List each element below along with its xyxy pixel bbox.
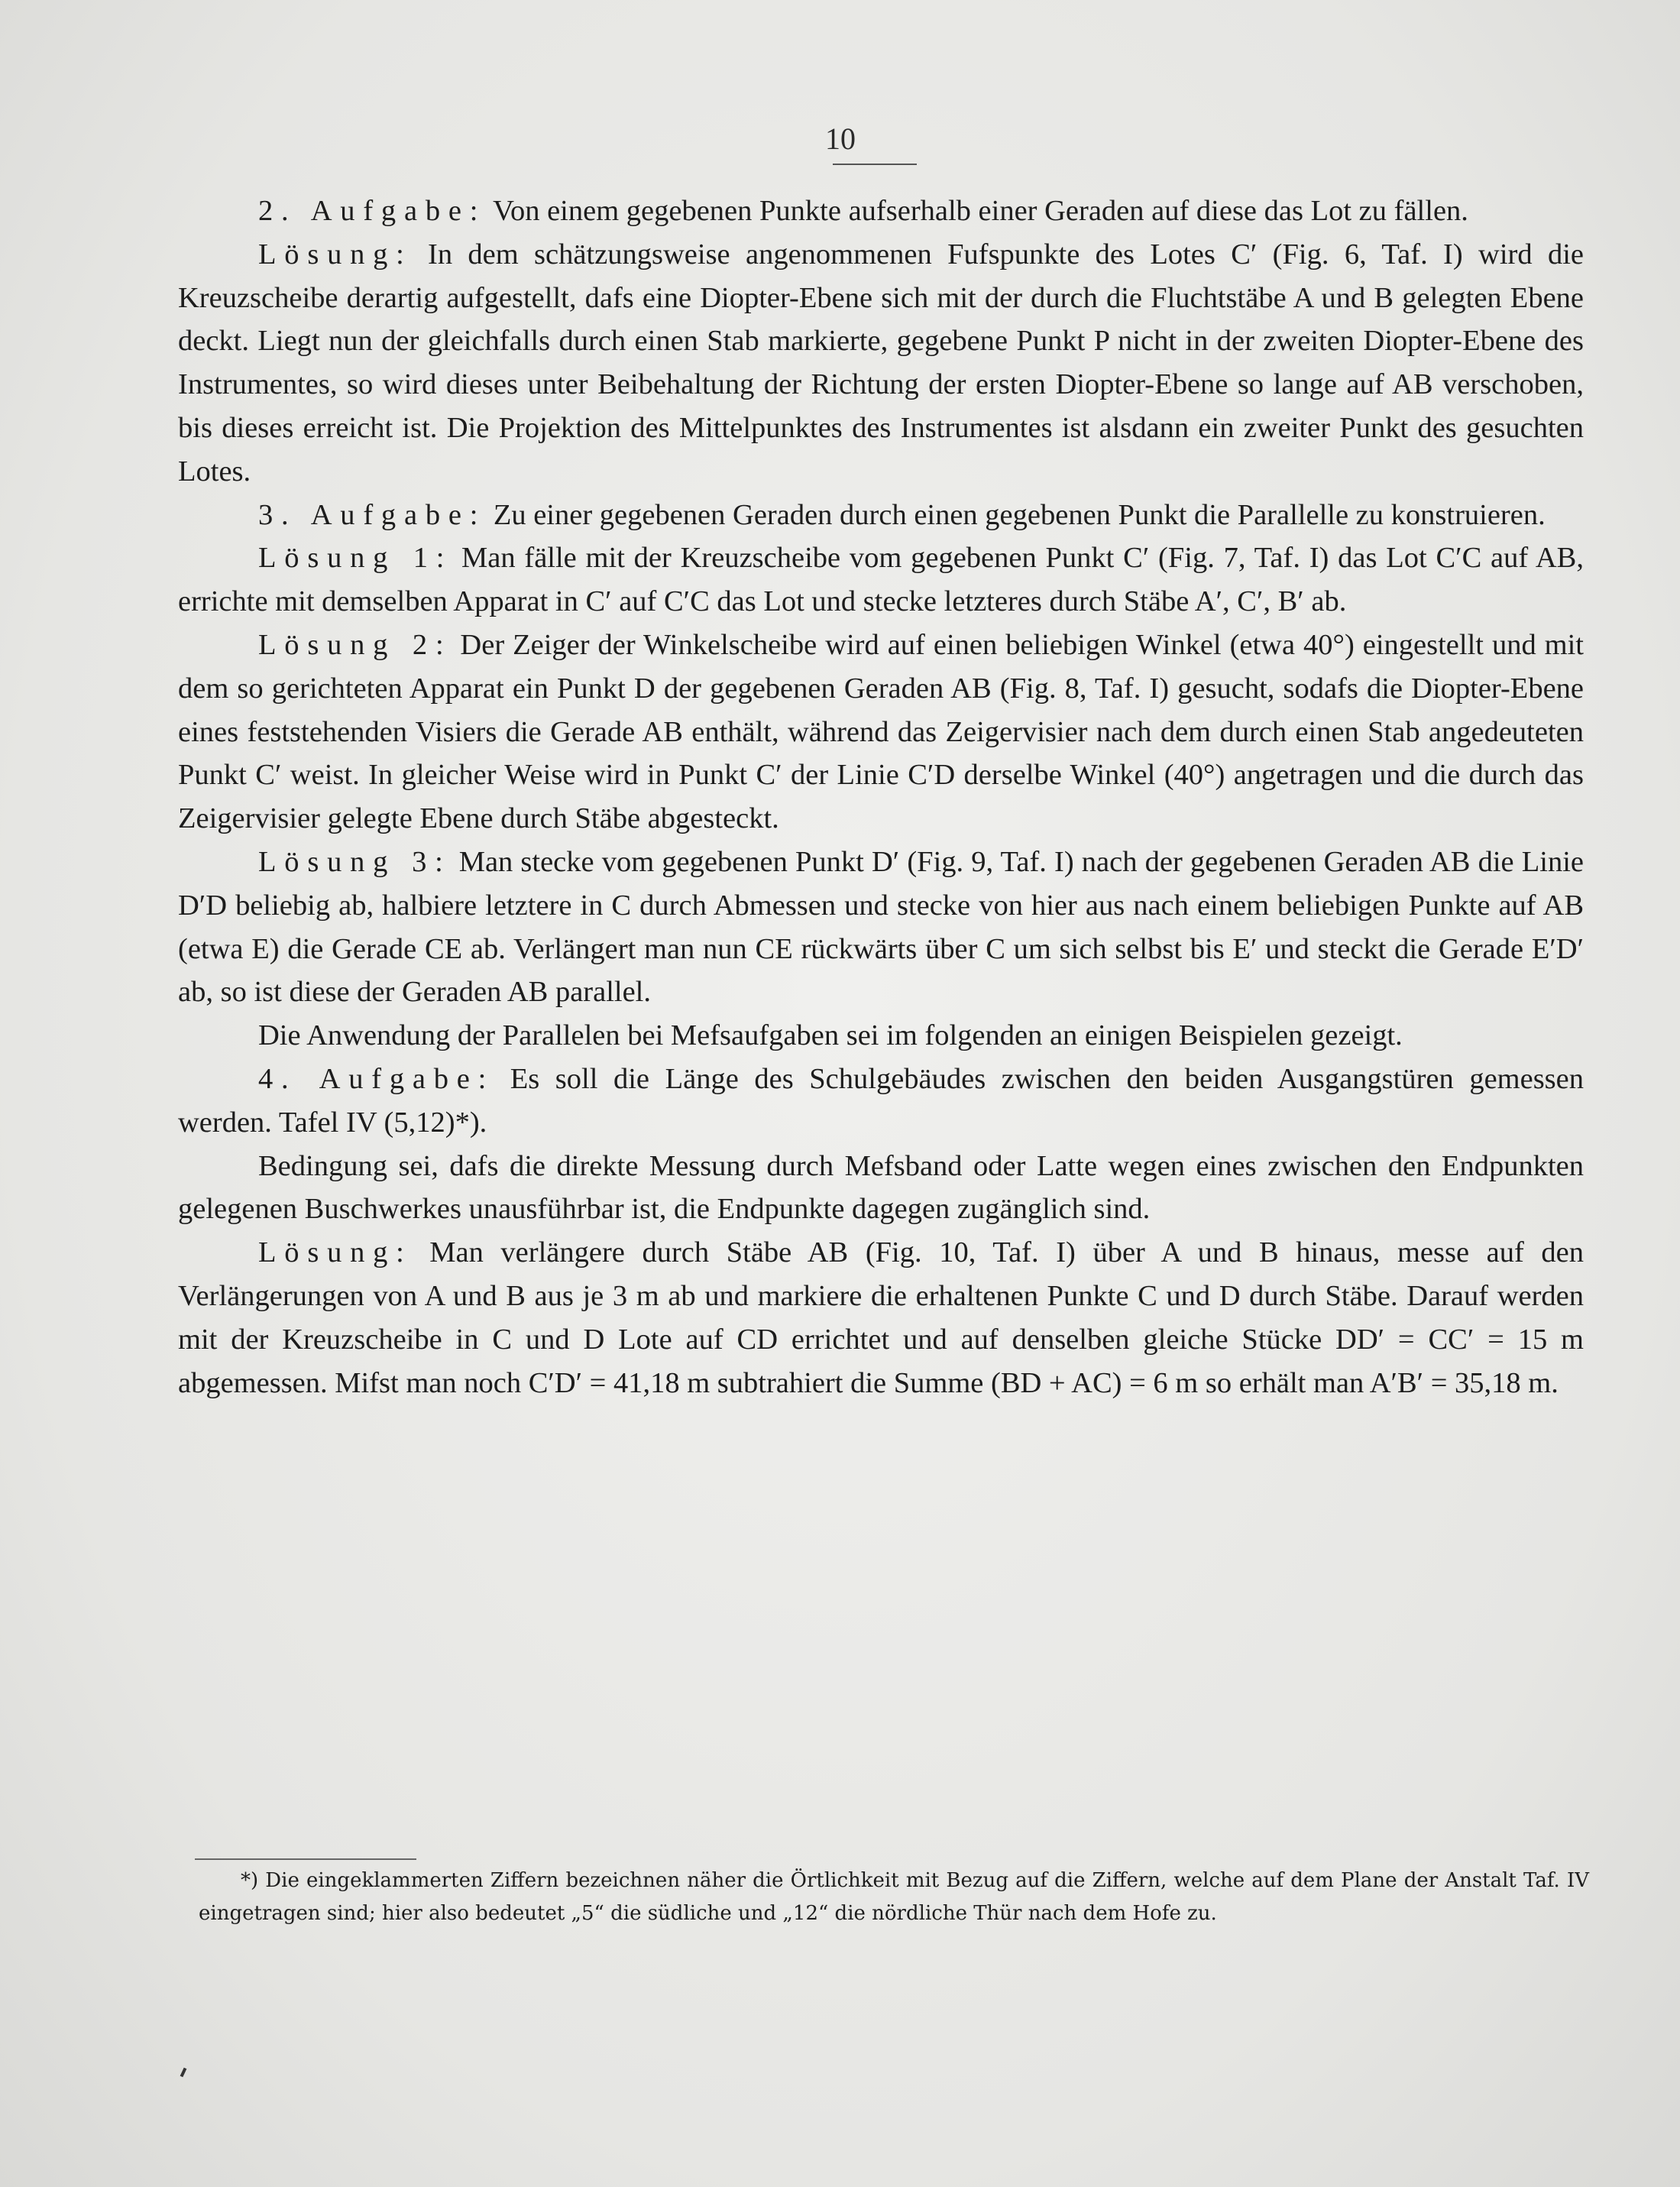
paragraph-label: 3. Aufgabe: bbox=[258, 498, 487, 531]
paragraph-aufgabe-4 bbox=[178, 1058, 1584, 1145]
paragraph-loesung-3 bbox=[178, 841, 1584, 1014]
paragraph-text: Zu einer gegebenen Geraden durch einen gegebenen Punkt die Parallelle zu konstruieren. bbox=[486, 498, 1546, 531]
paragraph-label: 2. Aufgabe: bbox=[258, 195, 487, 227]
paragraph-label: Lösung 1: bbox=[258, 542, 453, 575]
page-number: 10 bbox=[825, 122, 856, 156]
paragraph-loesung-1 bbox=[178, 536, 1584, 624]
paragraph-aufgabe-3 bbox=[178, 494, 1584, 537]
footnote: *) Die eingeklammerten Ziffern bezeichnen näher die Örtlichkeit mit Bezug auf die Ziffern, welche auf dem Plane der Anstalt Taf. IV eingetragen sind; hier also bedeutet „5“ die südliche und „12“ die nördliche Thür nach dem Hofe zu. bbox=[199, 1869, 1589, 1925]
paragraph-text: Der Zeiger der Winkelscheibe wird auf einen beliebigen Winkel (etwa 40°) eingestellt und mit dem so gerichteten Apparat ein Punkt D der gegebenen Geraden AB (Fig. 8, Taf. I) gesucht, sodafs die Diopter-Ebene eines feststehenden Visiers die Gerade AB enthält, während das Zeigervisier nach dem durch einen Stab angedeuteten Punkt C′ weist. In gleicher Weise wird in Punkt C′ der Linie C′D derselbe Winkel (40°) angetragen und die durch das Zeigervisier gelegte Ebene durch Stäbe abgesteckt. bbox=[178, 628, 1585, 835]
paragraph-label: 4. Aufgabe: bbox=[258, 1062, 495, 1095]
paragraph-text: Man verlängere durch Stäbe AB (Fig. 10, Taf. I) über A und B hinaus, messe auf den Verlängerungen von A und B aus je 3 m ab und markiere die erhaltenen Punkte C und D durch Stäbe. Darauf werden mit der Kreuzscheibe in C und D Lote auf CD errichtet und auf denselben gleiche Stücke DD′ = CC′ = 15 m abgemessen. Mifst man noch C′D′ = 41,18 m subtrahiert die Summe (BD + AC) = 6 m so erhält man A′B′ = 35,18 m. bbox=[178, 1236, 1584, 1399]
page-number-rule bbox=[833, 164, 917, 165]
paragraph-label: Lösung 2: bbox=[258, 628, 452, 661]
paragraph-text: Die Anwendung der Parallelen bei Mefsaufgaben sei im folgenden an einigen Beispielen gezeigt. bbox=[258, 1019, 1403, 1052]
ink-speck bbox=[180, 2068, 187, 2078]
paragraph-text: In dem schätzungsweise angenommenen Fufspunkte des Lotes C′ (Fig. 6, Taf. I) wird die Kreuzscheibe derartig aufgestellt, dafs eine Diopter-Ebene sich mit der durch die Fluchtstäbe A und B gelegten Ebene deckt. Liegt nun der gleichfalls durch einen Stab markierte, gegebene Punkt P nicht in der zweiten Diopter-Ebene des Instrumentes, so wird dieses unter Beibehaltung der Richtung der ersten Diopter-Ebene so lange auf AB verschoben, bis dieses erreicht ist. Die Projektion des Mittelpunktes des Instrumentes ist alsdann ein zweiter Punkt des gesuchten Lotes. bbox=[178, 238, 1584, 488]
paragraph-loesung-2 bbox=[178, 624, 1584, 841]
paragraph-text: Bedingung sei, dafs die direkte Messung durch Mefsband oder Latte wegen eines zwischen den Endpunkten gelegenen Buschwerkes unausführbar ist, die Endpunkte dagegen zugänglich sind. bbox=[178, 1149, 1584, 1226]
footnote-rule bbox=[195, 1858, 416, 1860]
paragraph-loesung-final bbox=[178, 1231, 1584, 1405]
paragraph-bedingung bbox=[178, 1145, 1584, 1232]
paragraph-text: Von einem gegebenen Punkte aufserhalb einer Geraden auf diese das Lot zu fällen. bbox=[486, 195, 1468, 227]
paragraph-text: Es soll die Länge des Schulgebäudes zwischen den beiden Ausgangstüren gemessen werden. Tafel IV (5,12)*). bbox=[178, 1062, 1585, 1139]
paragraph-text: Man stecke vom gegebenen Punkt D′ (Fig. 9, Taf. I) nach der gegebenen Geraden AB die Linie D′D beliebig ab, halbiere letztere in C durch Abmessen und stecke von hier aus nach einem beliebigen Punkte auf AB (etwa E) die Gerade CE ab. Verlängert man nun CE rückwärts über C um sich selbst bis E′ und steckt die Gerade E′D′ ab, so ist diese der Geraden AB parallel. bbox=[178, 845, 1584, 1009]
body-text bbox=[178, 190, 1584, 1405]
paragraph-anwendung bbox=[178, 1014, 1584, 1058]
paragraph-aufgabe-2 bbox=[178, 190, 1584, 233]
paragraph-label: Lösung: bbox=[258, 1236, 413, 1269]
paragraph-text: Man fälle mit der Kreuzscheibe vom gegebenen Punkt C′ (Fig. 7, Taf. I) das Lot C′C auf AB, errichte mit demselben Apparat in C′ auf C′C das Lot und stecke letzteres durch Stäbe A′, C′, B′ ab. bbox=[178, 542, 1584, 618]
paragraph-label: Lösung: bbox=[258, 238, 413, 271]
paragraph-label: Lösung 3: bbox=[258, 845, 452, 878]
paragraph-loesung bbox=[178, 233, 1584, 494]
